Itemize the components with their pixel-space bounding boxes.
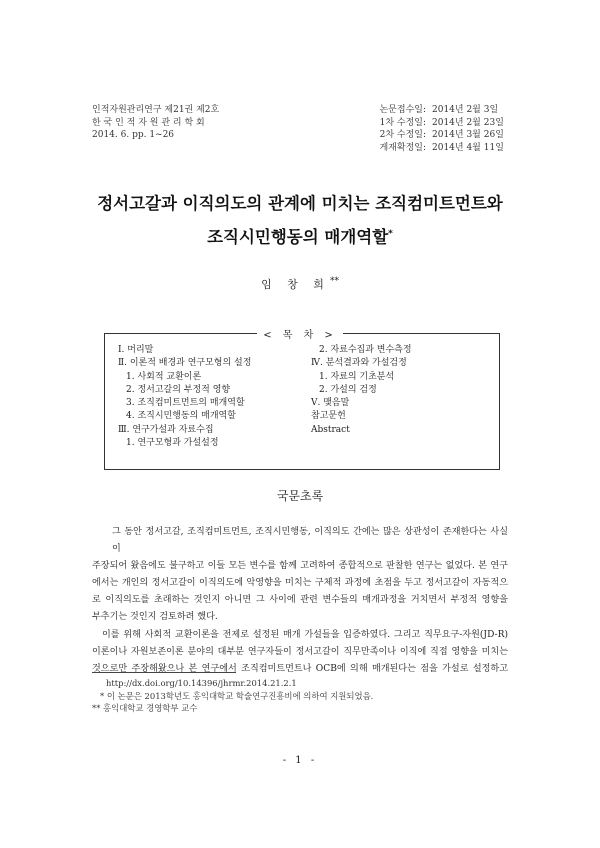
date-row xyxy=(366,104,508,117)
date-row xyxy=(366,129,508,142)
toc-item: 1. 자료의 기초분석 xyxy=(319,371,395,382)
date-value: 2014년 2월 3일 xyxy=(432,105,499,115)
abstract-line: 것으로만 주장해왔으나 본 연구에서 조직컴미트먼트나 OCB에 의해 매개된다는 점을 가설로 설정하고 xyxy=(92,663,508,674)
toc-item: Ⅱ. 이론적 배경과 연구모형의 설정 xyxy=(118,358,252,369)
date-row xyxy=(366,142,508,155)
paper-title-line1: 정서고갈과 이직의도의 관계에 미치는 조직컴미트먼트와 xyxy=(97,194,503,213)
abstract-line: 로 이직의도를 초래하는 것인지 아니면 그 사이에 관련 변수들의 매개과정을 거치면서 부정적 영향을 xyxy=(92,595,508,606)
toc-item: Ⅳ. 분석결과와 가설검정 xyxy=(311,358,407,369)
paper-title-text: 조직시민행동의 매개역할 xyxy=(207,227,389,247)
journal-name: 인적자원관리연구 제21권 제2호 xyxy=(92,105,220,115)
footnotes xyxy=(92,677,373,715)
author-name: 임 창 희 xyxy=(261,278,330,291)
toc-right-column xyxy=(311,344,412,437)
page-number: - 1 - xyxy=(282,755,318,766)
society-name: 한 국 인 적 자 원 관 리 학 회 xyxy=(92,117,205,128)
toc-item: Ⅴ. 맺음말 xyxy=(311,398,350,409)
abstract-line: 주장되어 왔음에도 불구하고 이들 모든 변수를 함께 고려하여 종합적으로 판찰한 연구는 없었다. 본 연구 xyxy=(92,561,508,572)
toc-item: 2. 가설의 검정 xyxy=(319,384,377,395)
toc-heading xyxy=(0,326,600,341)
title-footnote-marker: * xyxy=(388,229,393,239)
date-value: 2014년 2월 23일 xyxy=(432,117,504,128)
toc-item: 2. 자료수집과 변수측정 xyxy=(319,345,412,355)
date-value: 2014년 4월 11일 xyxy=(432,142,504,153)
issue-pages: 2014. 6. pp. 1~26 xyxy=(92,130,175,140)
abstract-line: 부추기는 것인지 검토하려 했다. xyxy=(92,612,218,623)
toc-item: 참고문헌 xyxy=(311,411,346,422)
footnote-divider xyxy=(92,672,236,673)
date-value: 2014년 3월 26일 xyxy=(432,130,504,140)
date-label: 논문접수일: xyxy=(379,105,426,115)
toc-item: 2. 정서고갈의 부정적 영향 xyxy=(126,384,231,395)
toc-item: 1. 사회적 교환이론 xyxy=(126,371,202,382)
abstract-line: 에서는 개인의 정서고갈이 이직의도에 악영향을 미치는 구체적 과정에 초점을 두고 정서고갈이 자동적으 xyxy=(92,578,508,589)
date-label: 2차 수정일: xyxy=(379,130,426,140)
toc-item: Abstract xyxy=(311,424,350,435)
doi-link[interactable]: http://dx.doi.org/10.14396/jhrmr.2014.21.2.1 xyxy=(106,678,297,688)
abstract-body xyxy=(92,524,508,678)
section-heading: 국문초록 xyxy=(276,489,324,503)
abstract-line: 그 동안 정서고갈, 조직컴미트먼트, 조직시민행동, 이직의도 간에는 많은 상관성이 존재한다는 사실이 xyxy=(112,527,508,555)
author-footnote-marker: ** xyxy=(329,276,339,287)
toc-item: 3. 조직컴미트먼트의 매개역할 xyxy=(126,398,245,409)
date-row xyxy=(366,117,508,130)
toc-item: 1. 연구모형과 가설설정 xyxy=(126,438,219,449)
paper-title-line2 xyxy=(0,219,600,253)
journal-info xyxy=(92,104,219,142)
author-affiliation-footnote: ** 홍익대학교 경영학부 교수 xyxy=(92,703,198,713)
toc-item: Ⅰ. 머리말 xyxy=(118,345,154,355)
funding-footnote: * 이 논문은 2013학년도 홍익대학교 학술연구진흥비에 의하여 지원되었음. xyxy=(100,690,374,701)
toc-item: 4. 조직시민행동의 매개역할 xyxy=(126,411,236,422)
date-label: 1차 수정일: xyxy=(379,117,426,128)
author xyxy=(0,276,600,292)
toc-heading-text: < 목 차 > xyxy=(257,330,343,341)
date-label: 게재확정일: xyxy=(379,142,426,153)
toc-item: Ⅲ. 연구가설과 자료수집 xyxy=(118,424,214,435)
submission-dates xyxy=(366,104,508,154)
abstract-line: 이를 위해 사회적 교환이론을 전제로 설정된 매개 가설들을 입증하였다. 그리고 직무요구-자원(JD-R) xyxy=(102,629,508,640)
toc-left-column xyxy=(118,344,251,450)
abstract-line: 이론이나 자원보존이론 분야의 대부분 연구자들이 정서고갈이 직무만족이나 이직에 직접 영향을 미치는 xyxy=(92,646,508,657)
